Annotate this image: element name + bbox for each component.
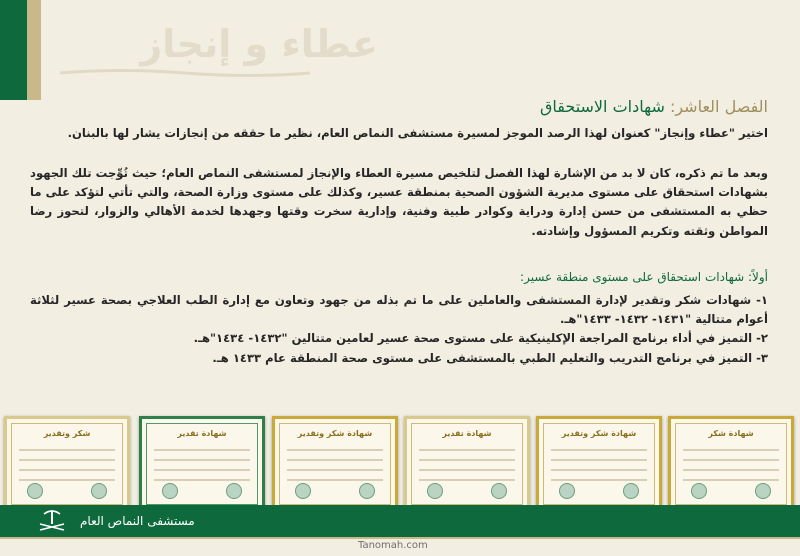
certificate-title: شهادة تقدير	[177, 429, 227, 438]
chapter-prefix: الفصل العاشر:	[664, 97, 768, 116]
list-item: ٢- التميز في أداء برنامج المراجعة الإكلينيكية على مستوى صحة عسير لعامين متتالين "١٤٣٢- ١٤٣٤"هـ.	[193, 331, 768, 346]
certificate-title: شهادة شكر	[708, 429, 754, 438]
ministry-logo-icon	[30, 508, 74, 534]
chapter-title	[540, 97, 768, 116]
hospital-name: مستشفى النماص العام	[80, 514, 195, 528]
seal-icon	[295, 483, 311, 499]
certificates-strip	[0, 408, 800, 518]
certificate-title: شهادة شكر وتقدير	[561, 429, 637, 438]
credit-watermark: Tanomah.com	[358, 540, 428, 551]
certificate-image	[4, 416, 130, 512]
certificate-title: شكر وتقدير	[43, 429, 91, 438]
chapter-main-title: شهادات الاستحقاق	[539, 97, 665, 116]
certificate-image	[272, 416, 398, 512]
watermark-flourish	[60, 68, 310, 78]
certificate-image	[668, 416, 794, 512]
certificate-title: شهادة شكر وتقدير	[297, 429, 373, 438]
certificate-image	[536, 416, 662, 512]
seal-icon	[491, 483, 507, 499]
section-title: أولاً: شهادات استحقاق على مستوى منطقة عسير:	[520, 270, 768, 284]
list-item: ٣- التميز في برنامج التدريب والتعليم الطبي بالمستشفى على مستوى صحة المنطقة عام ١٤٣٣ هـ.	[212, 350, 768, 365]
brand-watermark: عطاء و إنجاز	[140, 22, 378, 66]
seal-icon	[691, 483, 707, 499]
body-paragraph: وبعد ما تم ذكره، كان لا بد من الإشارة لهذا الفصل لتلخيص مسيرة العطاء والإنجاز لمستشفى النماص العام؛ حيث تُوِّجت تلك الجهود بشهادات استحقاق على مستوى مديرية الشؤون الصحية بمنطقة عسير، وكذلك على مستوى وزارة الصحة، والتي تأتي لتؤكد على ما حظي به المستشفى من حسن إدارة ودراية وكوادر طبية وفنية، وإدارية سخرت وقتها وجهدها لخدمة الأهالي والزوار، لتحوز رضا المواطن وثقته وتكريم المسؤول وإشادته.	[30, 166, 768, 238]
footer-gold-line	[0, 537, 800, 539]
seal-icon	[359, 483, 375, 499]
seal-icon	[226, 483, 242, 499]
corner-green-bar	[0, 0, 27, 100]
intro-paragraph: اختير "عطاء وإنجاز" كعنوان لهذا الرصد الموجز لمسيرة مستشفى النماص العام، نظير ما حققه من إنجازات يشار لها بالبنان.	[67, 126, 768, 140]
seal-icon	[91, 483, 107, 499]
list-item: ١- شهادات شكر وتقدير لإدارة المستشفى والعاملين على ما تم بذله من جهود وتعاون مع إدارة الطب العلاجي بصحة عسير لثلاثة أعوام متتالية "١٤٣١- ١٤٣٢- ١٤٣٣"هـ.	[30, 293, 768, 327]
seal-icon	[559, 483, 575, 499]
seal-icon	[27, 483, 43, 499]
seal-icon	[755, 483, 771, 499]
certificate-title: شهادة تقدير	[442, 429, 492, 438]
achievement-list	[30, 291, 768, 368]
seal-icon	[623, 483, 639, 499]
seal-icon	[427, 483, 443, 499]
seal-icon	[162, 483, 178, 499]
certificate-image	[139, 416, 265, 512]
certificate-image	[404, 416, 530, 512]
corner-gold-bar	[27, 0, 41, 100]
